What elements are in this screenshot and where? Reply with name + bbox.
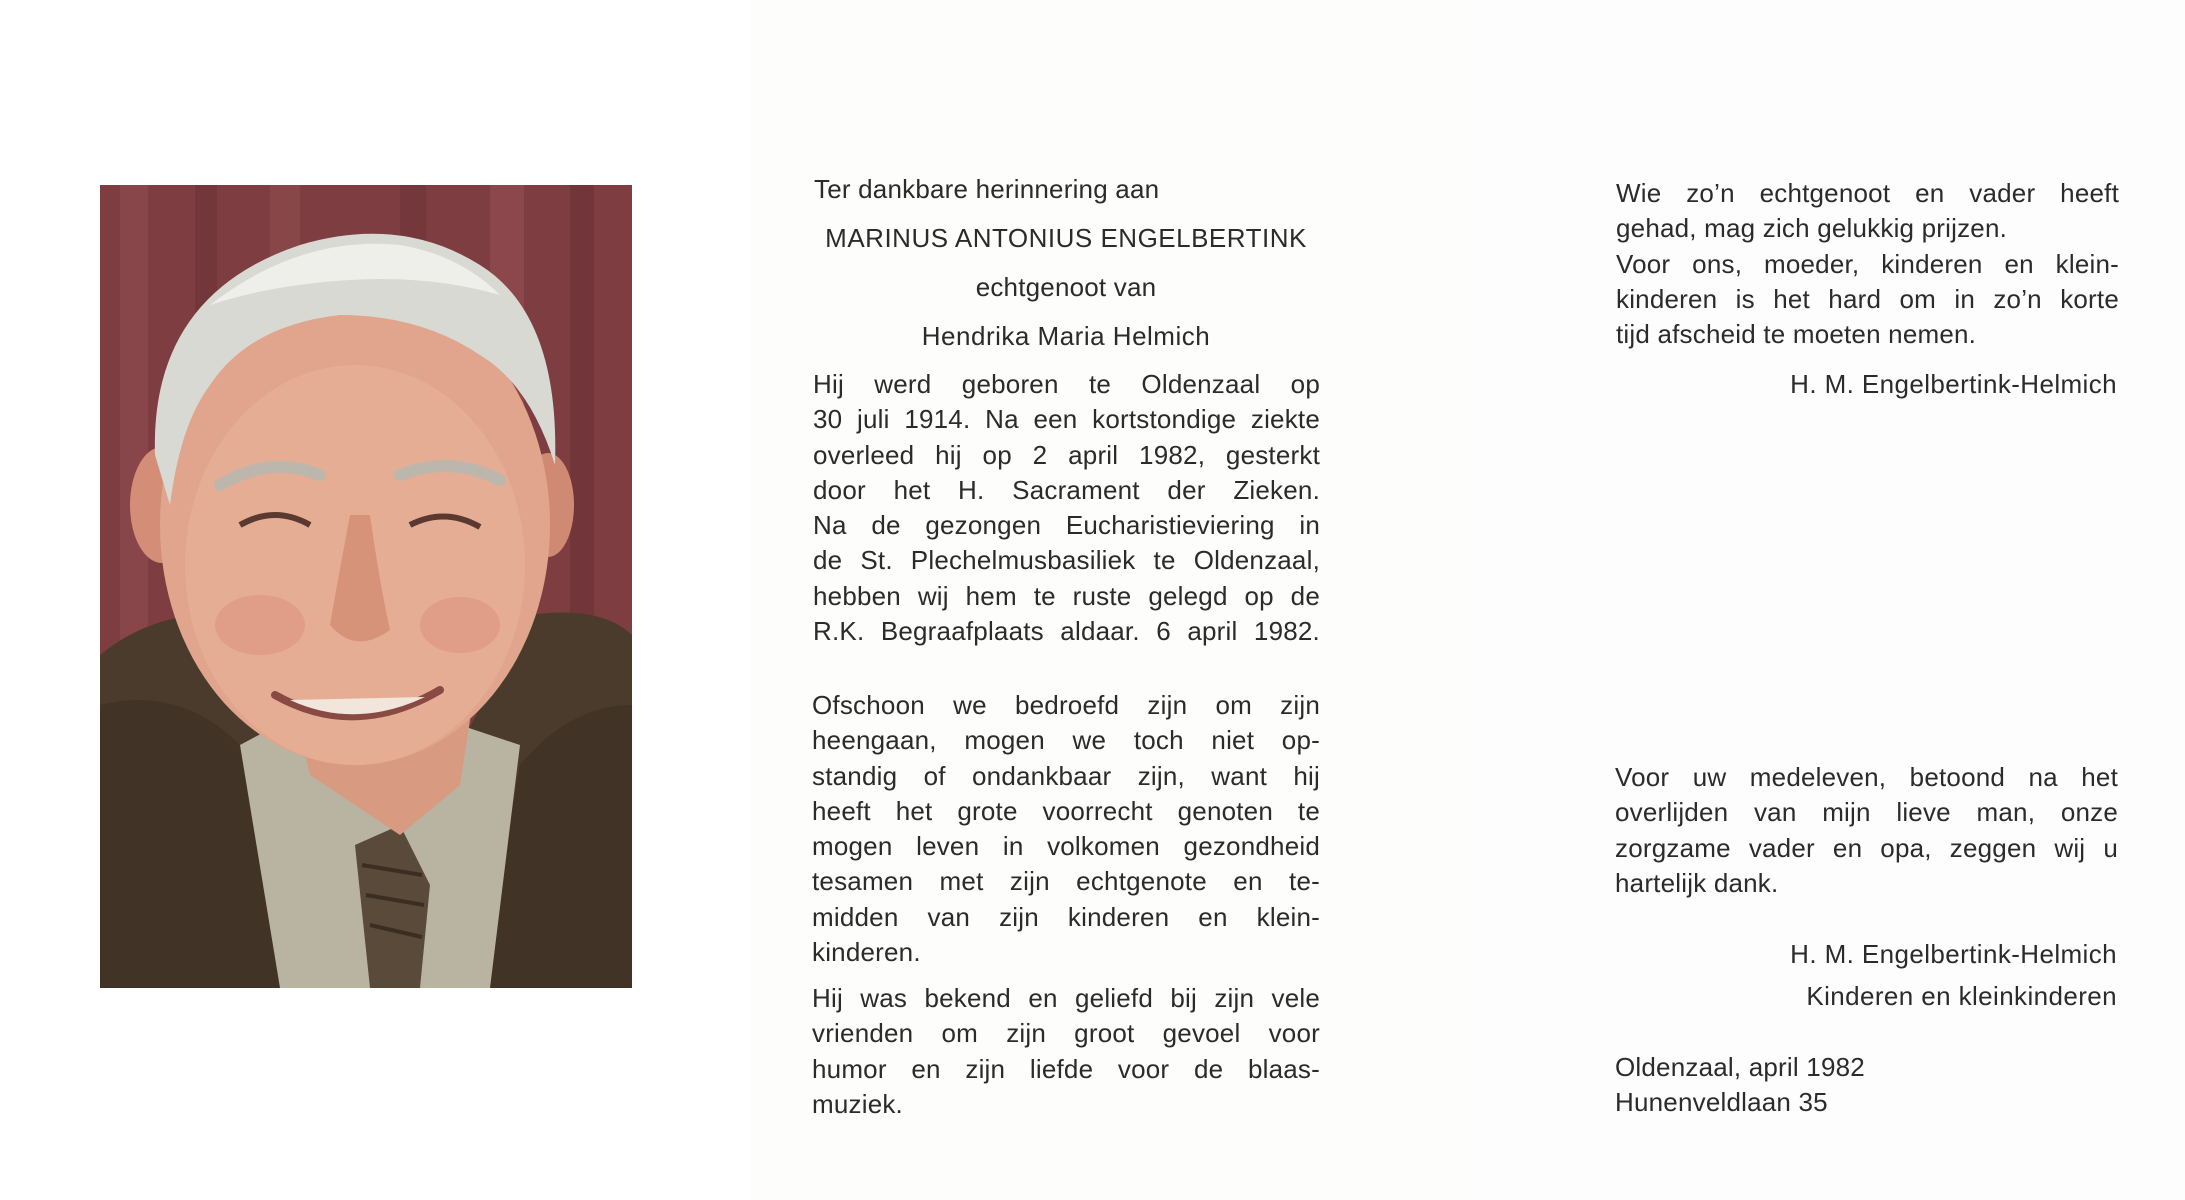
reflection-line: mogen leven in volkomen gezondheid bbox=[812, 831, 1320, 862]
bio-line: 30 juli 1914. Na een kortstondige ziekte bbox=[813, 404, 1320, 435]
spouse-intro: echtgenoot van bbox=[975, 272, 1157, 302]
reflection-line: heengaan, mogen we toch niet op- bbox=[812, 725, 1320, 756]
memory-paragraph bbox=[812, 981, 1320, 1122]
address: Hunenveldlaan 35 bbox=[1615, 1087, 1828, 1117]
reflection-line: heeft het grote voorrecht genoten te bbox=[812, 795, 1320, 826]
spouse-name: Hendrika Maria Helmich bbox=[921, 321, 1211, 351]
reflection-line: Ofschoon we bedroefd zijn om zijn bbox=[812, 690, 1320, 720]
quote-line: kinderen is het hard om in zo’n korte bbox=[1616, 283, 2119, 314]
family-signature: Kinderen en kleinkinderen bbox=[1806, 981, 2117, 1011]
deceased-name: MARINUS ANTONIUS ENGELBERTINK bbox=[825, 223, 1307, 253]
card-right-panel bbox=[1470, 0, 2185, 1200]
bio-line: hebben wij hem te ruste gelegd op de bbox=[813, 580, 1320, 611]
reflection-line: tesamen met zijn echtgenote en te- bbox=[812, 866, 1320, 897]
quote-line: Voor ons, moeder, kinderen en klein- bbox=[1616, 248, 2119, 279]
portrait-illustration bbox=[100, 185, 632, 988]
bio-line: Na de gezongen Eucharistieviering in bbox=[813, 510, 1320, 541]
portrait-photo bbox=[100, 185, 632, 988]
biography-paragraph bbox=[813, 367, 1320, 649]
reflection-line: standig of ondankbaar zijn, want hij bbox=[812, 760, 1320, 791]
reflection-line: midden van zijn kinderen en klein- bbox=[812, 901, 1320, 932]
memory-line: Hij was bekend en geliefd bij zijn vele bbox=[812, 983, 1320, 1013]
memory-line: vrienden om zijn groot gevoel voor bbox=[812, 1018, 1320, 1049]
memory-line: muziek. bbox=[812, 1088, 903, 1119]
thanks-line: overlijden van mijn lieve man, onze bbox=[1615, 797, 2118, 828]
bio-line: de St. Plechelmusbasiliek te Oldenzaal, bbox=[813, 545, 1320, 576]
memory-line: humor en zijn liefde voor de blaas- bbox=[812, 1053, 1320, 1084]
thanks-line: hartelijk dank. bbox=[1615, 867, 1779, 898]
thanks-paragraph bbox=[1615, 760, 2118, 901]
reflection-line: kinderen. bbox=[812, 937, 921, 968]
thanks-line: Voor uw medeleven, betoond na het bbox=[1615, 762, 2118, 792]
quote-paragraph bbox=[1616, 176, 2119, 352]
quote-signature: H. M. Engelbertink-Helmich bbox=[1790, 369, 2117, 399]
bio-line: overleed hij op 2 april 1982, gesterkt bbox=[813, 439, 1320, 470]
place-date: Oldenzaal, april 1982 bbox=[1615, 1052, 1865, 1082]
quote-line: gehad, mag zich gelukkig prijzen. bbox=[1616, 213, 2008, 244]
quote-line: tijd afscheid te moeten nemen. bbox=[1616, 319, 1977, 350]
bio-line: door het H. Sacrament der Zieken. bbox=[813, 474, 1320, 505]
quote-line: Wie zo’n echtgenoot en vader heeft bbox=[1616, 178, 2119, 208]
intro-text: Ter dankbare herinnering aan bbox=[814, 174, 1160, 204]
bio-line: Hij werd geboren te Oldenzaal op bbox=[813, 369, 1320, 399]
bio-line: R.K. Begraafplaats aldaar. 6 april 1982. bbox=[813, 616, 1320, 647]
thanks-signature: H. M. Engelbertink-Helmich bbox=[1790, 939, 2117, 969]
card-left-panel bbox=[750, 0, 1470, 1200]
reflection-paragraph bbox=[812, 688, 1320, 970]
thanks-line: zorgzame vader en opa, zeggen wij u bbox=[1615, 832, 2118, 863]
photo-panel bbox=[0, 0, 750, 1200]
